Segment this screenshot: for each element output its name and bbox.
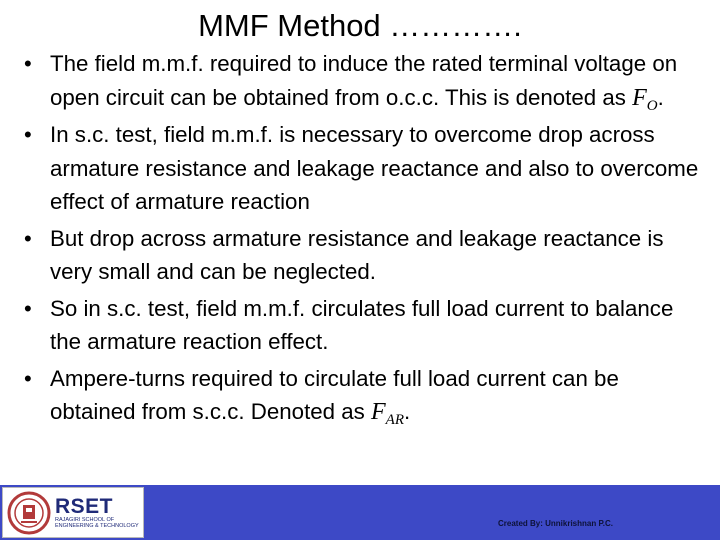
bullet-marker: • [24,122,32,147]
bullet-marker: • [24,295,32,321]
college-logo [2,487,144,538]
bullet-item-drop-neglected [20,222,700,289]
bullet-marker: • [24,225,32,251]
math-symbol: $F_O$ [632,84,658,114]
logo-subtitle-line-1: RAJAGIRI SCHOOL OF [55,517,115,523]
bullet-text: In s.c. test, field m.m.f. is necessary to overcome drop across armature resistance and leakage reactance and also to overcome effect of armature reaction [50,122,699,214]
bullet-item-open-circuit: • The field m.m.f. required to induce the rated terminal voltage on open circuit can be obtained from o.c.c. This is denoted as $F_O$. [20,47,700,115]
logo-name: RSET [55,495,114,518]
slide-title: MMF Method …………. [198,8,522,43]
author-credit: Created By: Unnikrishnan P.C. [498,519,613,528]
bullet-marker: • [24,51,32,76]
bullet-text: Ampere-turns required to circulate full load current can be obtained from s.c.c. Denoted as [50,365,619,424]
logo-text [55,496,139,529]
math-symbol: $F_{AR}$ [371,399,404,428]
bullet-item-armature-reaction [20,292,700,359]
bullet-item-ampere-turns: • Ampere-turns required to circulate full load current can be obtained from s.c.c. Denoted as $F_{AR}$. [20,362,700,430]
logo-subtitle-line-2: ENGINEERING & TECHNOLOGY [55,523,139,529]
footer-bar [0,485,720,540]
bullet-text: The field m.m.f. required to induce the rated terminal voltage on open circuit can be obtained from o.c.c. This is denoted as [50,51,678,110]
bullet-list [20,47,700,433]
college-seal-icon [7,491,51,535]
bullet-text: So in s.c. test, field m.m.f. circulates full load current to balance the armature reaction effect. [50,295,674,354]
bullet-text: But drop across armature resistance and leakage reactance is very small and can be neglected. [50,225,664,284]
bullet-item-sc-test [20,118,700,219]
bullet-marker: • [24,365,32,391]
